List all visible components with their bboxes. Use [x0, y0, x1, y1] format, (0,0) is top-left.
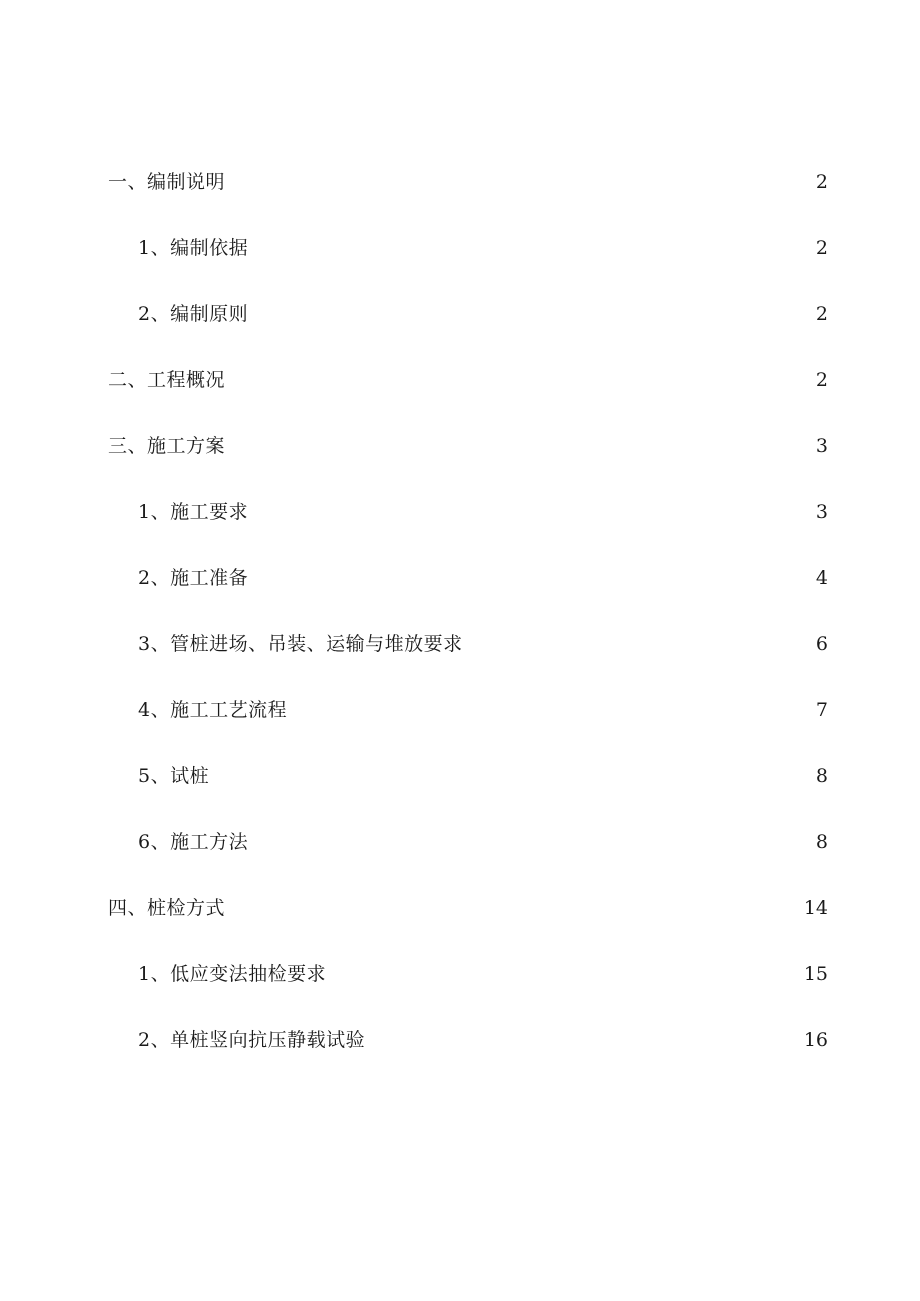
- toc-row: [0, 952, 920, 986]
- toc-dot-leader: [229, 434, 812, 458]
- toc-page-number: 15: [803, 963, 828, 985]
- toc-entry[interactable]: [108, 886, 828, 920]
- toc-page-number: 6: [815, 633, 828, 655]
- toc-entry[interactable]: [138, 952, 828, 986]
- toc-page-number: 3: [815, 501, 828, 523]
- toc-page-number: 2: [815, 369, 828, 391]
- toc-row: [0, 1018, 920, 1052]
- toc-row: [0, 160, 920, 194]
- toc-entry-label: 3、管桩进场、吊装、运输与堆放要求: [138, 633, 463, 655]
- toc-entry[interactable]: [138, 820, 828, 854]
- toc-dot-leader: [467, 632, 812, 656]
- toc-entry-label: 5、试桩: [138, 765, 210, 787]
- toc-page-number: 2: [815, 171, 828, 193]
- toc-entry[interactable]: [138, 292, 828, 326]
- toc-entry[interactable]: [138, 556, 828, 590]
- toc-dot-leader: [213, 764, 812, 788]
- toc-entry-label: 4、施工工艺流程: [138, 699, 288, 721]
- toc-page-number: 14: [803, 897, 828, 919]
- toc-entry-label: 二、工程概况: [108, 369, 226, 391]
- toc-page-number: 3: [815, 435, 828, 457]
- toc-page-number: 8: [815, 765, 828, 787]
- toc-entry[interactable]: [138, 1018, 828, 1052]
- toc-page-number: 16: [803, 1029, 828, 1051]
- toc-dot-leader: [252, 566, 812, 590]
- toc-row: [0, 886, 920, 920]
- toc-entry-label: 2、施工准备: [138, 567, 249, 589]
- toc-entry[interactable]: [108, 358, 828, 392]
- toc-row: [0, 226, 920, 260]
- toc-dot-leader: [229, 368, 812, 392]
- toc-dot-leader: [330, 962, 800, 986]
- toc-dot-leader: [252, 830, 812, 854]
- toc-entry-label: 2、单桩竖向抗压静载试验: [138, 1029, 366, 1051]
- toc-entry[interactable]: [138, 754, 828, 788]
- toc-dot-leader: [291, 698, 812, 722]
- toc-page-number: 4: [815, 567, 828, 589]
- toc-dot-leader: [252, 236, 812, 260]
- toc-dot-leader: [252, 302, 812, 326]
- toc-dot-leader: [229, 896, 800, 920]
- toc-entry[interactable]: [108, 424, 828, 458]
- toc-entry-label: 6、施工方法: [138, 831, 249, 853]
- toc-entry-label: 2、编制原则: [138, 303, 249, 325]
- toc-row: [0, 358, 920, 392]
- toc-page-number: 2: [815, 303, 828, 325]
- toc-row: [0, 490, 920, 524]
- toc-row: [0, 556, 920, 590]
- toc-page-number: 7: [815, 699, 828, 721]
- toc-row: [0, 688, 920, 722]
- toc-entry-label: 四、桩检方式: [108, 897, 226, 919]
- toc-entry[interactable]: [138, 622, 828, 656]
- toc-dot-leader: [369, 1028, 800, 1052]
- toc-dot-leader: [229, 170, 812, 194]
- toc-row: [0, 424, 920, 458]
- toc-row: [0, 754, 920, 788]
- toc-page-number: 2: [815, 237, 828, 259]
- toc-dot-leader: [252, 500, 812, 524]
- toc-row: [0, 820, 920, 854]
- toc-entry[interactable]: [138, 688, 828, 722]
- toc-entry-label: 一、编制说明: [108, 171, 226, 193]
- toc-entry-label: 1、编制依据: [138, 237, 249, 259]
- toc-entry[interactable]: [138, 226, 828, 260]
- toc-entry-label: 1、低应变法抽检要求: [138, 963, 327, 985]
- toc-row: [0, 622, 920, 656]
- toc-entry-label: 三、施工方案: [108, 435, 226, 457]
- toc-row: [0, 292, 920, 326]
- toc-page-number: 8: [815, 831, 828, 853]
- toc-entry[interactable]: [138, 490, 828, 524]
- toc-entry[interactable]: [108, 160, 828, 194]
- toc-entry-label: 1、施工要求: [138, 501, 249, 523]
